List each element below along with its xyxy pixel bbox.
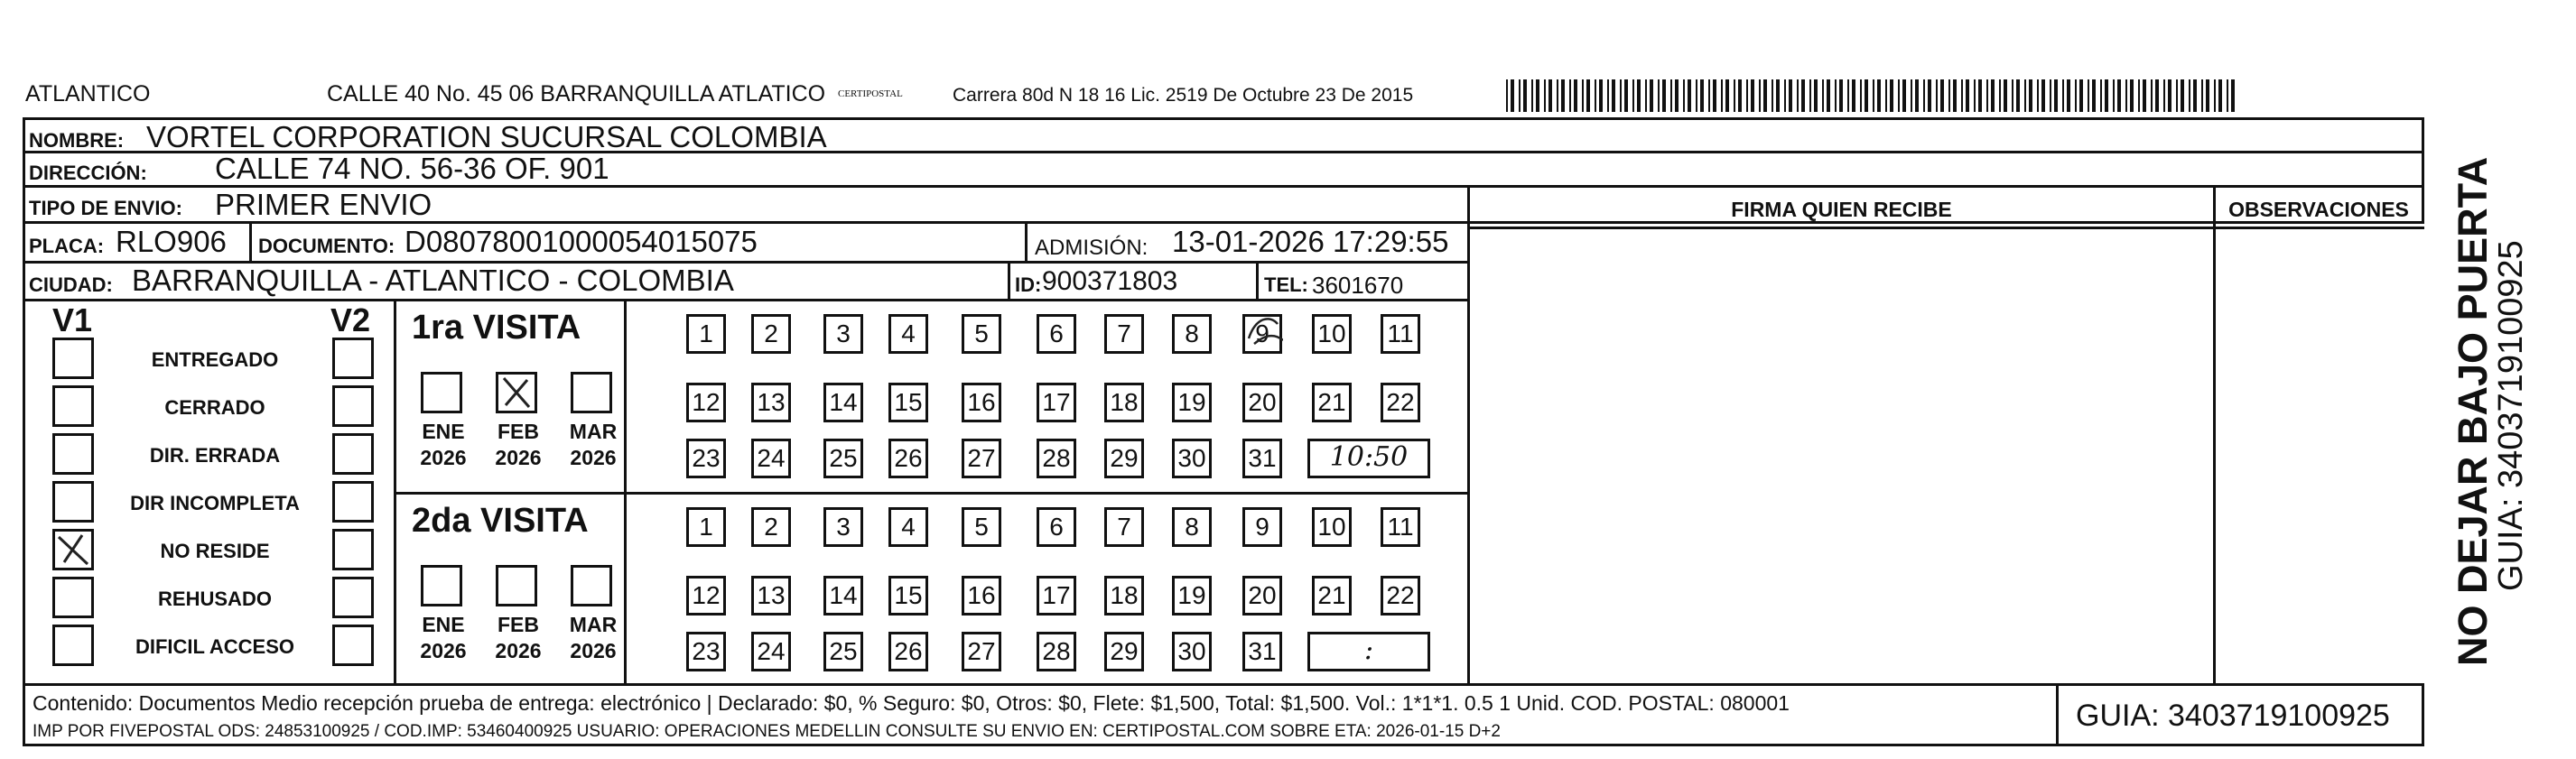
second-visit-day-22[interactable]: 22 bbox=[1381, 576, 1420, 616]
first-visit-month-label-mar: MAR 2026 bbox=[569, 420, 618, 469]
placa-label: PLACA: bbox=[29, 235, 105, 257]
second-visit-day-13[interactable]: 13 bbox=[751, 576, 791, 616]
first-visit-month-label-feb: FEB 2026 bbox=[495, 420, 542, 469]
second-visit-month-label-mar: MAR 2026 bbox=[569, 613, 618, 662]
first-visit-day-26[interactable]: 26 bbox=[888, 439, 928, 478]
v1-label: V1 bbox=[52, 301, 93, 338]
first-visit-day-12[interactable]: 12 bbox=[686, 383, 726, 422]
no-dejar-bajo-puerta: NO DEJAR BAJO PUERTA bbox=[2450, 156, 2496, 666]
v2-label: V2 bbox=[330, 301, 371, 338]
first-visit-day-28[interactable]: 28 bbox=[1037, 439, 1076, 478]
second-visit-day-28[interactable]: 28 bbox=[1037, 632, 1076, 671]
documento-value: D08078001000054015075 bbox=[405, 225, 758, 258]
v2-checkbox-cerrado[interactable] bbox=[332, 385, 374, 427]
tel-label: TEL: bbox=[1264, 273, 1308, 296]
admision-value: 13-01-2026 17:29:55 bbox=[1172, 225, 1449, 258]
first-visit-day-30[interactable]: 30 bbox=[1172, 439, 1212, 478]
first-visit-day-16[interactable]: 16 bbox=[962, 383, 1001, 422]
second-visit-day-16[interactable]: 16 bbox=[962, 576, 1001, 616]
certipostal-logo: CERTIPOSTAL bbox=[838, 88, 903, 99]
second-visit-day-26[interactable]: 26 bbox=[888, 632, 928, 671]
first-visit-day-7[interactable]: 7 bbox=[1104, 314, 1144, 354]
second-visit-month-label-feb: FEB 2026 bbox=[495, 613, 542, 662]
first-visit-month-checkbox-mar[interactable] bbox=[571, 372, 612, 413]
second-visit-month-label-ene: ENE 2026 bbox=[420, 613, 467, 662]
second-visit-day-24[interactable]: 24 bbox=[751, 632, 791, 671]
v1-checkbox-no-reside[interactable] bbox=[52, 529, 94, 570]
second-visit-day-21[interactable]: 21 bbox=[1312, 576, 1352, 616]
firma-area[interactable] bbox=[1467, 188, 2216, 686]
first-visit-day-25[interactable]: 25 bbox=[823, 439, 863, 478]
second-visit-day-25[interactable]: 25 bbox=[823, 632, 863, 671]
second-visit-day-9[interactable]: 9 bbox=[1242, 507, 1282, 547]
v2-checkbox-dificil-acceso[interactable] bbox=[332, 625, 374, 666]
second-visit-month-checkbox-feb[interactable] bbox=[496, 565, 537, 606]
first-visit-day-14[interactable]: 14 bbox=[823, 383, 863, 422]
second-visit-title: 2da VISITA bbox=[412, 502, 589, 540]
ciudad-row bbox=[23, 264, 1470, 301]
second-visit-day-7[interactable]: 7 bbox=[1104, 507, 1144, 547]
second-visit-day-10[interactable]: 10 bbox=[1312, 507, 1352, 547]
v1-checkbox-dificil-acceso[interactable] bbox=[52, 625, 94, 666]
first-visit-month-label-ene: ENE 2026 bbox=[420, 420, 467, 469]
second-visit-day-23[interactable]: 23 bbox=[686, 632, 726, 671]
first-visit-day-21[interactable]: 21 bbox=[1312, 383, 1352, 422]
second-visit-day-31[interactable]: 31 bbox=[1242, 632, 1282, 671]
second-visit-day-6[interactable]: 6 bbox=[1037, 507, 1076, 547]
first-visit-day-23[interactable]: 23 bbox=[686, 439, 726, 478]
first-visit-day-8[interactable]: 8 bbox=[1172, 314, 1212, 354]
header-dept: ATLANTICO bbox=[25, 81, 151, 106]
second-visit-day-12[interactable]: 12 bbox=[686, 576, 726, 616]
observaciones-area[interactable] bbox=[2213, 188, 2424, 686]
first-visit-day-5[interactable]: 5 bbox=[962, 314, 1001, 354]
observaciones-header bbox=[2213, 198, 2424, 229]
first-visit-day-24[interactable]: 24 bbox=[751, 439, 791, 478]
second-visit-month-checkbox-mar[interactable] bbox=[571, 565, 612, 606]
id-label: ID: bbox=[1015, 273, 1042, 296]
documento-label: DOCUMENTO: bbox=[258, 235, 395, 257]
first-visit-day-22[interactable]: 22 bbox=[1381, 383, 1420, 422]
ciudad-label: CIUDAD: bbox=[29, 273, 113, 296]
second-visit-day-30[interactable]: 30 bbox=[1172, 632, 1212, 671]
first-visit-day-17[interactable]: 17 bbox=[1037, 383, 1076, 422]
second-visit-day-29[interactable]: 29 bbox=[1104, 632, 1144, 671]
v1-checkbox-cerrado[interactable] bbox=[52, 385, 94, 427]
nombre-row bbox=[23, 117, 2424, 153]
tel-value: 3601670 bbox=[1312, 272, 1404, 299]
firma-header bbox=[1467, 198, 2216, 229]
first-visit-day-1[interactable]: 1 bbox=[686, 314, 726, 354]
second-visit-day-19[interactable]: 19 bbox=[1172, 576, 1212, 616]
first-visit-day-6[interactable]: 6 bbox=[1037, 314, 1076, 354]
second-visit-day-3[interactable]: 3 bbox=[823, 507, 863, 547]
v1-checkbox-dir-errada[interactable] bbox=[52, 433, 94, 475]
status-label-cerrado: CERRADO bbox=[164, 396, 265, 419]
first-visit-day-20[interactable]: 20 bbox=[1242, 383, 1282, 422]
footer bbox=[23, 683, 2424, 746]
second-visit-day-8[interactable]: 8 bbox=[1172, 507, 1212, 547]
nombre-label: NOMBRE: bbox=[29, 129, 125, 152]
footer-guia: GUIA: 3403719100925 bbox=[2076, 699, 2390, 733]
placa-value: RLO906 bbox=[116, 225, 227, 258]
second-visit-day-18[interactable]: 18 bbox=[1104, 576, 1144, 616]
first-visit-day-2[interactable]: 2 bbox=[751, 314, 791, 354]
observaciones-label: OBSERVACIONES bbox=[2228, 198, 2409, 221]
side-guia-text: GUIA: 3403719100925 bbox=[2492, 240, 2530, 591]
v2-checkbox-dir-incompleta[interactable] bbox=[332, 481, 374, 523]
tipo-label: TIPO DE ENVIO: bbox=[29, 197, 182, 219]
first-visit-day-19[interactable]: 19 bbox=[1172, 383, 1212, 422]
ciudad-value: BARRANQUILLA - ATLANTICO - COLOMBIA bbox=[132, 264, 734, 297]
second-visit-day-11[interactable]: 11 bbox=[1381, 507, 1420, 547]
first-visit-day-27[interactable]: 27 bbox=[962, 439, 1001, 478]
v2-checkbox-dir-errada[interactable] bbox=[332, 433, 374, 475]
first-visit-title: 1ra VISITA bbox=[412, 309, 581, 347]
first-visit-day-18[interactable]: 18 bbox=[1104, 383, 1144, 422]
v1-checkbox-dir-incompleta[interactable] bbox=[52, 481, 94, 523]
first-visit-day-10[interactable]: 10 bbox=[1312, 314, 1352, 354]
second-visit-day-15[interactable]: 15 bbox=[888, 576, 928, 616]
v1-checkbox-entregado[interactable] bbox=[52, 338, 94, 379]
footer-line1: Contenido: Documentos Medio recepción prueba de entrega: electrónico | Declarado: $0, % Seguro: $0, Otros: $0, Flete: $1,500, Total: $1,500. Vol.: 1*1*1. 0.5 1 Unid. COD. POSTAL: 080001 bbox=[33, 691, 1790, 715]
second-visit-day-4[interactable]: 4 bbox=[888, 507, 928, 547]
status-label-dificil-acceso: DIFICIL ACCESO bbox=[135, 635, 294, 658]
v2-checkbox-entregado[interactable] bbox=[332, 338, 374, 379]
first-visit-day-13[interactable]: 13 bbox=[751, 383, 791, 422]
second-visit-day-17[interactable]: 17 bbox=[1037, 576, 1076, 616]
status-label-entregado: ENTREGADO bbox=[151, 348, 279, 371]
second-visit-day-1[interactable]: 1 bbox=[686, 507, 726, 547]
admision-label: ADMISIÓN: bbox=[1035, 236, 1149, 260]
direccion-label: DIRECCIÓN: bbox=[29, 162, 147, 184]
direccion-row bbox=[23, 153, 2424, 188]
status-label-rehusado: REHUSADO bbox=[158, 588, 272, 610]
second-visit-day-14[interactable]: 14 bbox=[823, 576, 863, 616]
id-value: 900371803 bbox=[1042, 266, 1178, 296]
first-visit-day-15[interactable]: 15 bbox=[888, 383, 928, 422]
first-visit-section bbox=[394, 301, 1470, 495]
second-visit-time-field[interactable]: : bbox=[1307, 632, 1430, 671]
first-visit-day-31[interactable]: 31 bbox=[1242, 439, 1282, 478]
v1-checkbox-rehusado[interactable] bbox=[52, 577, 94, 618]
v2-checkbox-no-reside[interactable] bbox=[332, 529, 374, 570]
firma-label: FIRMA QUIEN RECIBE bbox=[1731, 198, 1952, 221]
first-visit-day-29[interactable]: 29 bbox=[1104, 439, 1144, 478]
first-visit-month-checkbox-feb[interactable] bbox=[496, 372, 537, 413]
second-visit-day-20[interactable]: 20 bbox=[1242, 576, 1282, 616]
status-section bbox=[23, 301, 396, 686]
first-visit-month-checkbox-ene[interactable] bbox=[421, 372, 462, 413]
first-visit-day-4[interactable]: 4 bbox=[888, 314, 928, 354]
second-visit-day-2[interactable]: 2 bbox=[751, 507, 791, 547]
direccion-value: CALLE 74 NO. 56-36 OF. 901 bbox=[215, 153, 609, 185]
first-visit-day-9[interactable]: 9 bbox=[1242, 314, 1282, 354]
second-visit-day-27[interactable]: 27 bbox=[962, 632, 1001, 671]
footer-line2: IMP POR FIVEPOSTAL ODS: 24853100925 / COD.IMP: 53460400925 USUARIO: OPERACIONES MEDELLIN CONSULTE SU ENVIO EN: CERTIPOSTAL.COM SOBRE ETA: 2026-01-15 D+2 bbox=[33, 722, 1501, 741]
second-visit-month-checkbox-ene[interactable] bbox=[421, 565, 462, 606]
tipo-value: PRIMER ENVIO bbox=[215, 188, 432, 221]
status-label-no-reside: NO RESIDE bbox=[160, 540, 270, 562]
first-visit-day-3[interactable]: 3 bbox=[823, 314, 863, 354]
barcode bbox=[1506, 79, 2246, 112]
first-visit-time-field[interactable]: 10:50 bbox=[1307, 439, 1430, 478]
header-address: CALLE 40 No. 45 06 BARRANQUILLA ATLATICO bbox=[327, 81, 826, 106]
second-visit-section bbox=[394, 495, 1470, 686]
nombre-value: VORTEL CORPORATION SUCURSAL COLOMBIA bbox=[146, 120, 827, 153]
header-license: Carrera 80d N 18 16 Lic. 2519 De Octubre 23 De 2015 bbox=[953, 85, 1414, 106]
first-visit-day-11[interactable]: 11 bbox=[1381, 314, 1420, 354]
second-visit-day-5[interactable]: 5 bbox=[962, 507, 1001, 547]
v2-checkbox-rehusado[interactable] bbox=[332, 577, 374, 618]
placa-row bbox=[23, 224, 1470, 264]
status-label-dir-errada: DIR. ERRADA bbox=[149, 444, 281, 467]
status-label-dir-incompleta: DIR INCOMPLETA bbox=[130, 492, 300, 514]
